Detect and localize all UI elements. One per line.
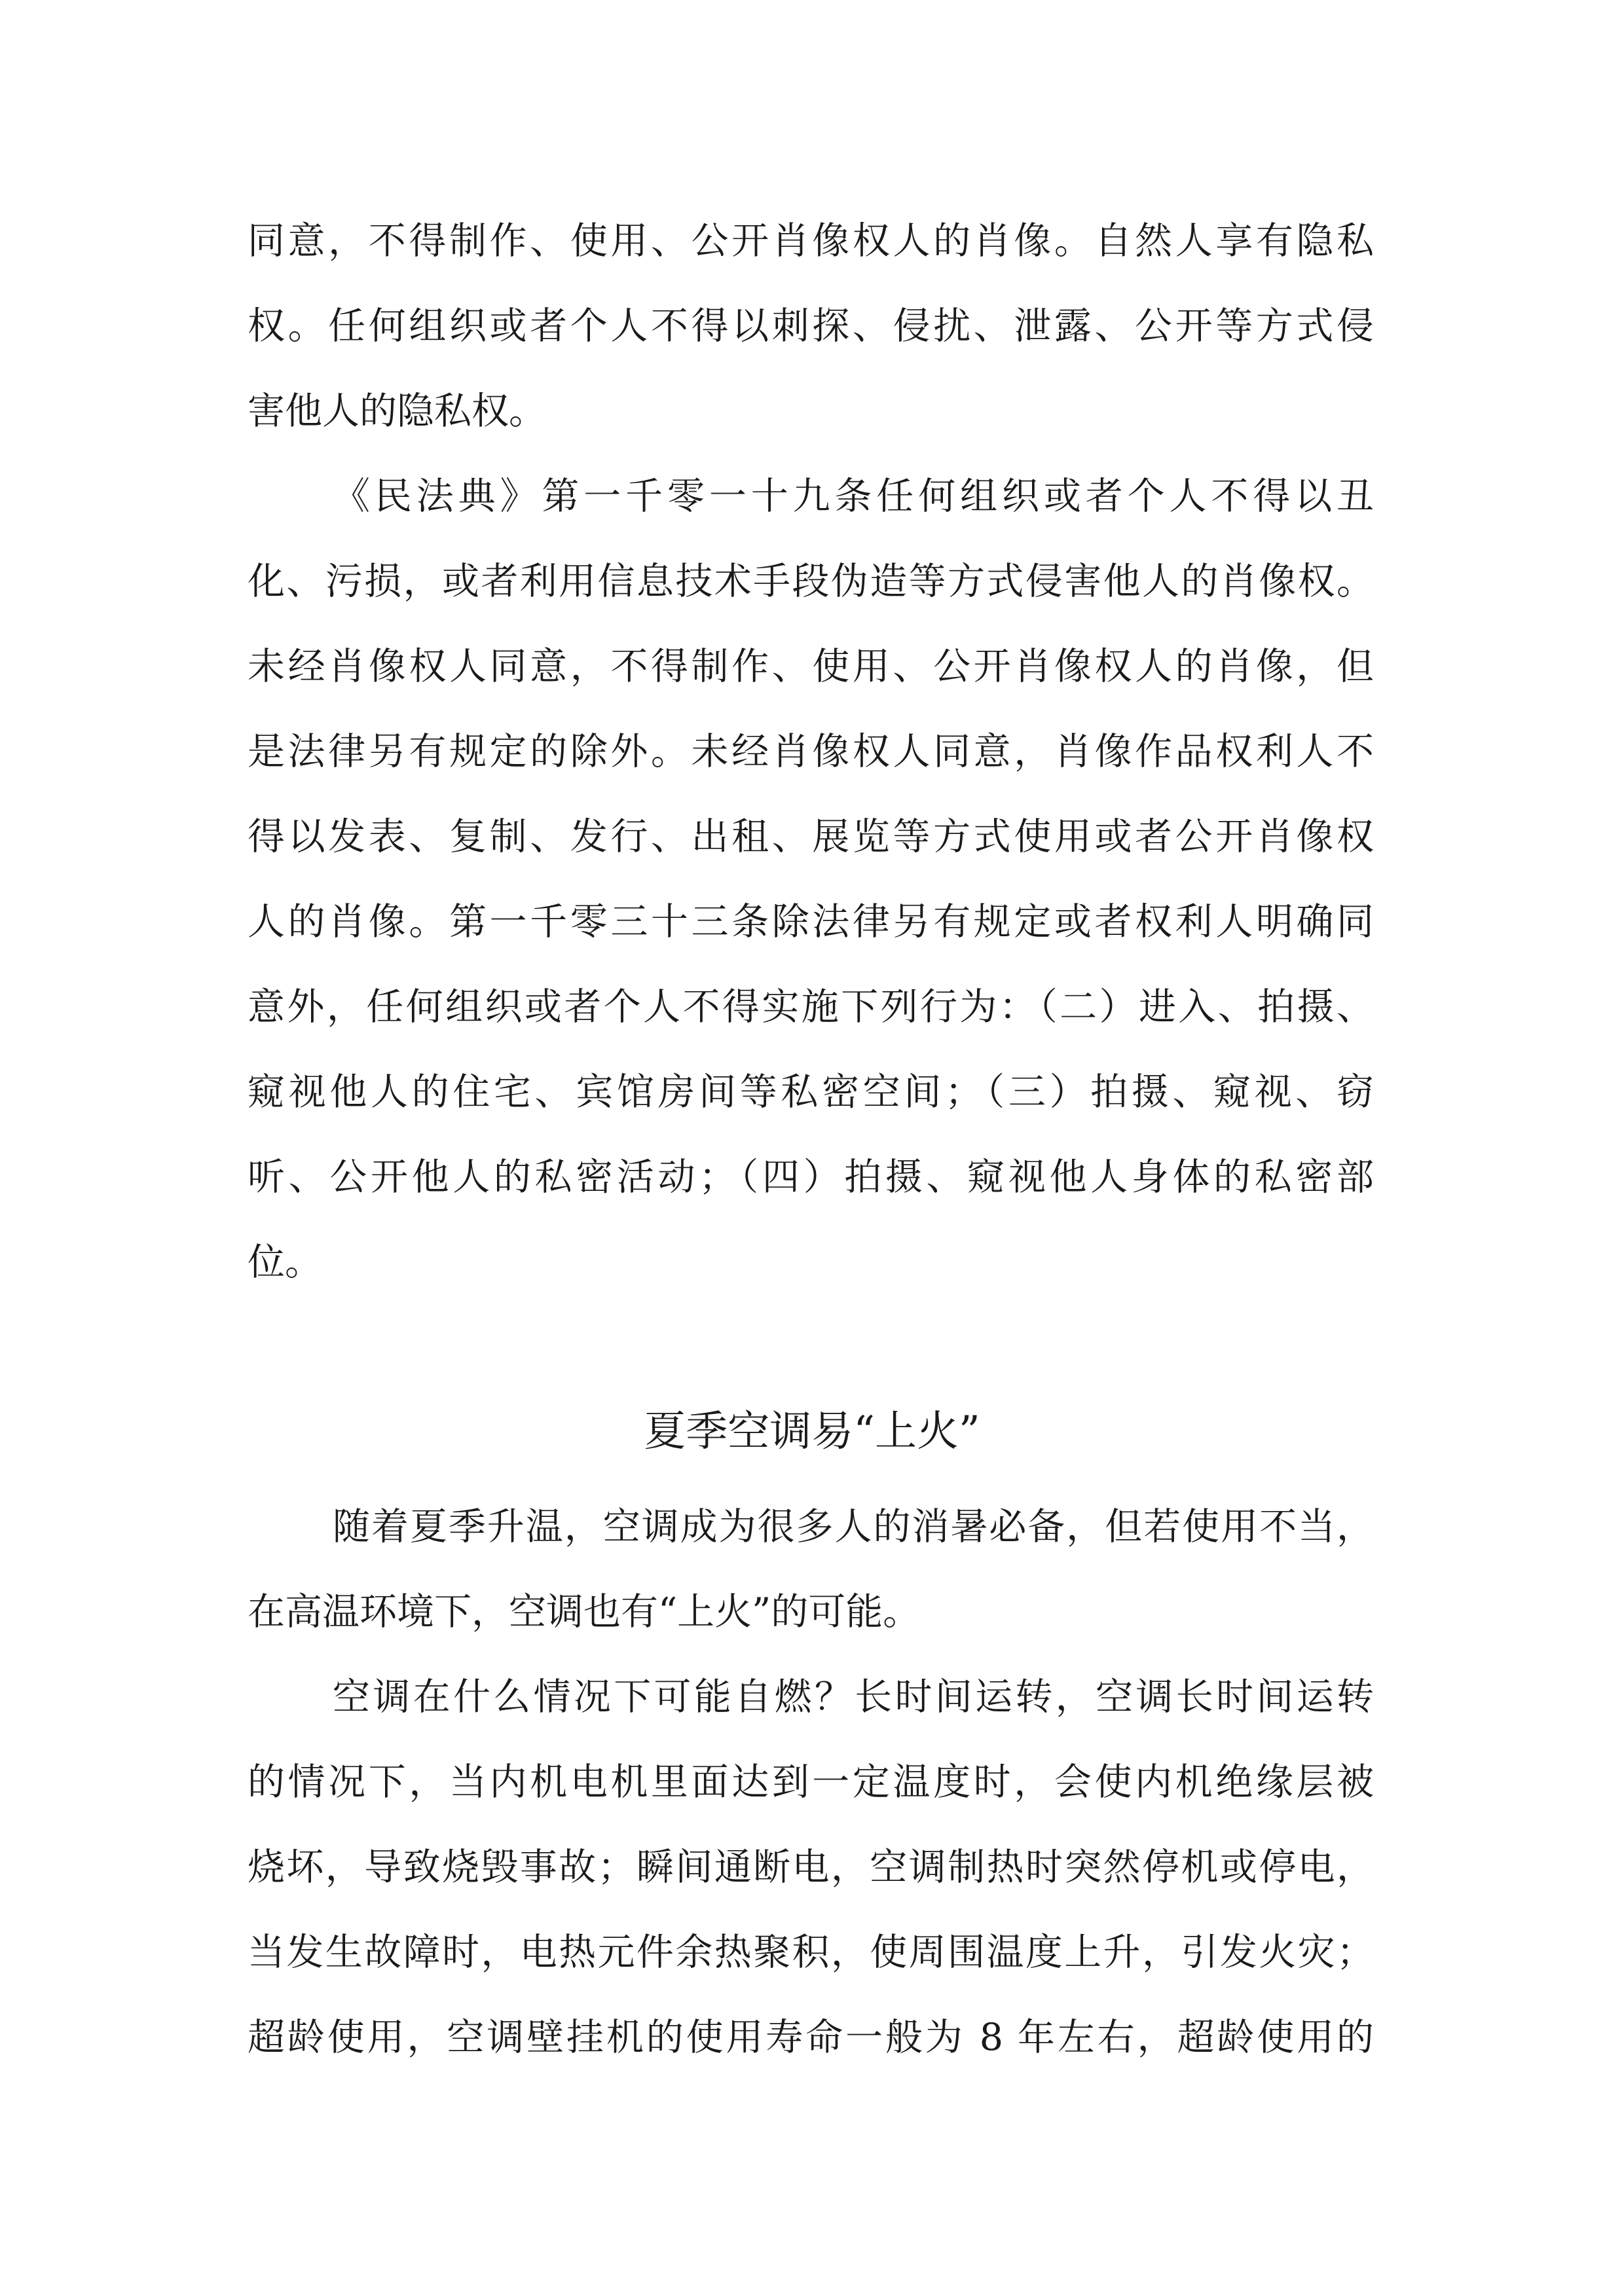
paragraph-line: 超龄使用，空调壁挂机的使用寿命一般为 8 年左右，超龄使用的	[248, 2016, 1374, 2059]
paragraph-line: 的情况下，当内机电机里面达到一定温度时，会使内机绝缘层被	[248, 1760, 1374, 1804]
paragraph-line: 窥视他人的住宅、宾馆房间等私密空间；（三）拍摄、窥视、窃	[248, 1070, 1374, 1114]
paragraph-line: 化、污损，或者利用信息技术手段伪造等方式侵害他人的肖像权。	[248, 560, 1374, 603]
paragraph-line: 烧坏，导致烧毁事故；瞬间通断电，空调制热时突然停机或停电，	[248, 1846, 1374, 1889]
paragraph-line: 权。任何组织或者个人不得以刺探、侵扰、泄露、公开等方式侵	[248, 304, 1374, 348]
paragraph-line: 《民法典》第一千零一十九条任何组织或者个人不得以丑	[333, 475, 1374, 518]
paragraph-line: 人的肖像。第一千零三十三条除法律另有规定或者权利人明确同	[248, 900, 1374, 943]
paragraph-line: 随着夏季升温，空调成为很多人的消暑必备，但若使用不当，	[333, 1505, 1374, 1548]
paragraph-line: 未经肖像权人同意，不得制作、使用、公开肖像权人的肖像，但	[248, 645, 1374, 688]
paragraph-line: 同意，不得制作、使用、公开肖像权人的肖像。自然人享有隐私	[248, 219, 1374, 263]
paragraph-line: 在高温环境下，空调也有“上火”的可能。	[248, 1590, 921, 1633]
paragraph-line: 意外，任何组织或者个人不得实施下列行为：（二）进入、拍摄、	[248, 985, 1374, 1029]
paragraph-line: 是法律另有规定的除外。未经肖像权人同意，肖像作品权利人不	[248, 730, 1374, 773]
section-heading: 夏季空调易“上火”	[644, 1408, 980, 1456]
paragraph-line: 空调在什么情况下可能自燃？长时间运转，空调长时间运转	[333, 1675, 1374, 1719]
paragraph-line: 听、公开他人的私密活动；（四）拍摄、窥视他人身体的私密部	[248, 1156, 1374, 1199]
paragraph-line: 害他人的隐私权。	[248, 390, 546, 433]
paragraph-line: 位。	[248, 1241, 322, 1284]
paragraph-line: 得以发表、复制、发行、出租、展览等方式使用或者公开肖像权	[248, 815, 1374, 858]
paragraph-line: 当发生故障时，电热元件余热聚积，使周围温度上升，引发火灾；	[248, 1931, 1374, 1974]
